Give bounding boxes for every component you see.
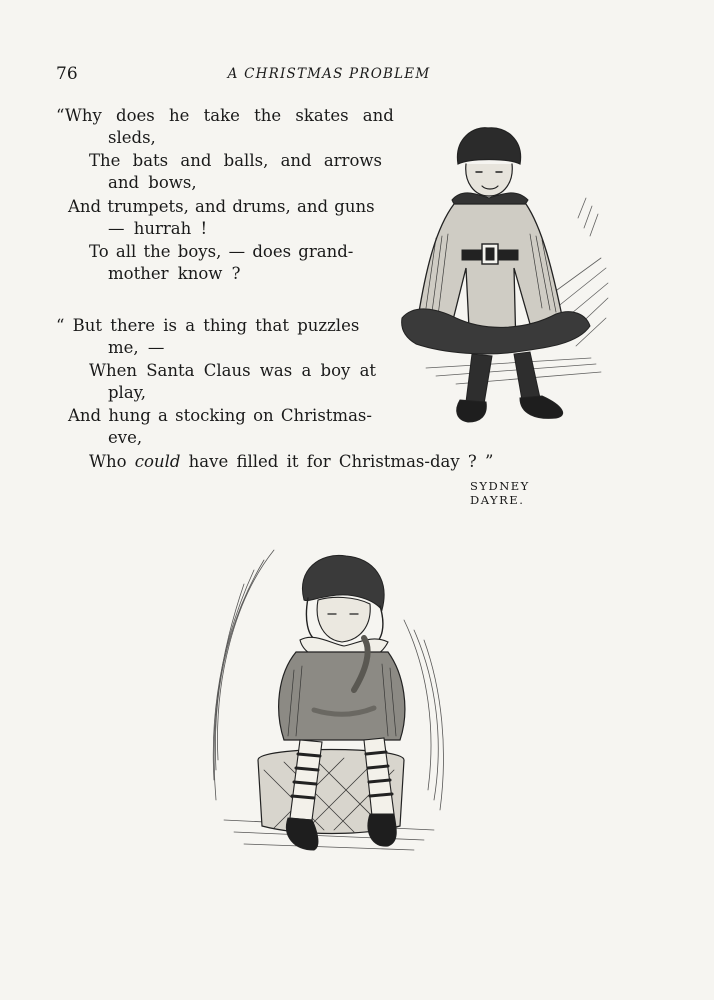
poem-line: Who could have filled it for Christmas-day ? ” <box>89 452 494 471</box>
poem-line: And hung a stocking on Christmas- <box>68 406 372 425</box>
emphasis-could: could <box>134 452 181 471</box>
poem-line: “Why does he take the skates and <box>56 106 394 125</box>
poem-line: and bows, <box>108 173 197 192</box>
poem-line: me, — <box>108 338 165 357</box>
poem-line: mother know ? <box>108 264 241 283</box>
poem-line: And trumpets, and drums, and guns <box>68 197 375 216</box>
boy-in-winter-coat-illustration <box>396 118 616 430</box>
poem-line: The bats and balls, and arrows <box>89 151 382 170</box>
running-head: A CHRISTMAS PROBLEM <box>227 66 431 82</box>
author-signature: SYDNEY DAYRE. <box>470 479 530 507</box>
poem-line: sleds, <box>108 128 156 147</box>
poem-line: To all the boys, — does grand- <box>89 242 354 261</box>
pensive-boy-seated-illustration <box>204 540 450 870</box>
poem-line: play, <box>108 383 147 402</box>
poem-line: When Santa Claus was a boy at <box>89 361 377 380</box>
poem-line: eve, <box>108 428 143 447</box>
poem-line: “ But there is a thing that puzzles <box>56 316 360 335</box>
poem-line: — hurrah ! <box>108 219 208 238</box>
page-number: 76 <box>56 64 78 84</box>
